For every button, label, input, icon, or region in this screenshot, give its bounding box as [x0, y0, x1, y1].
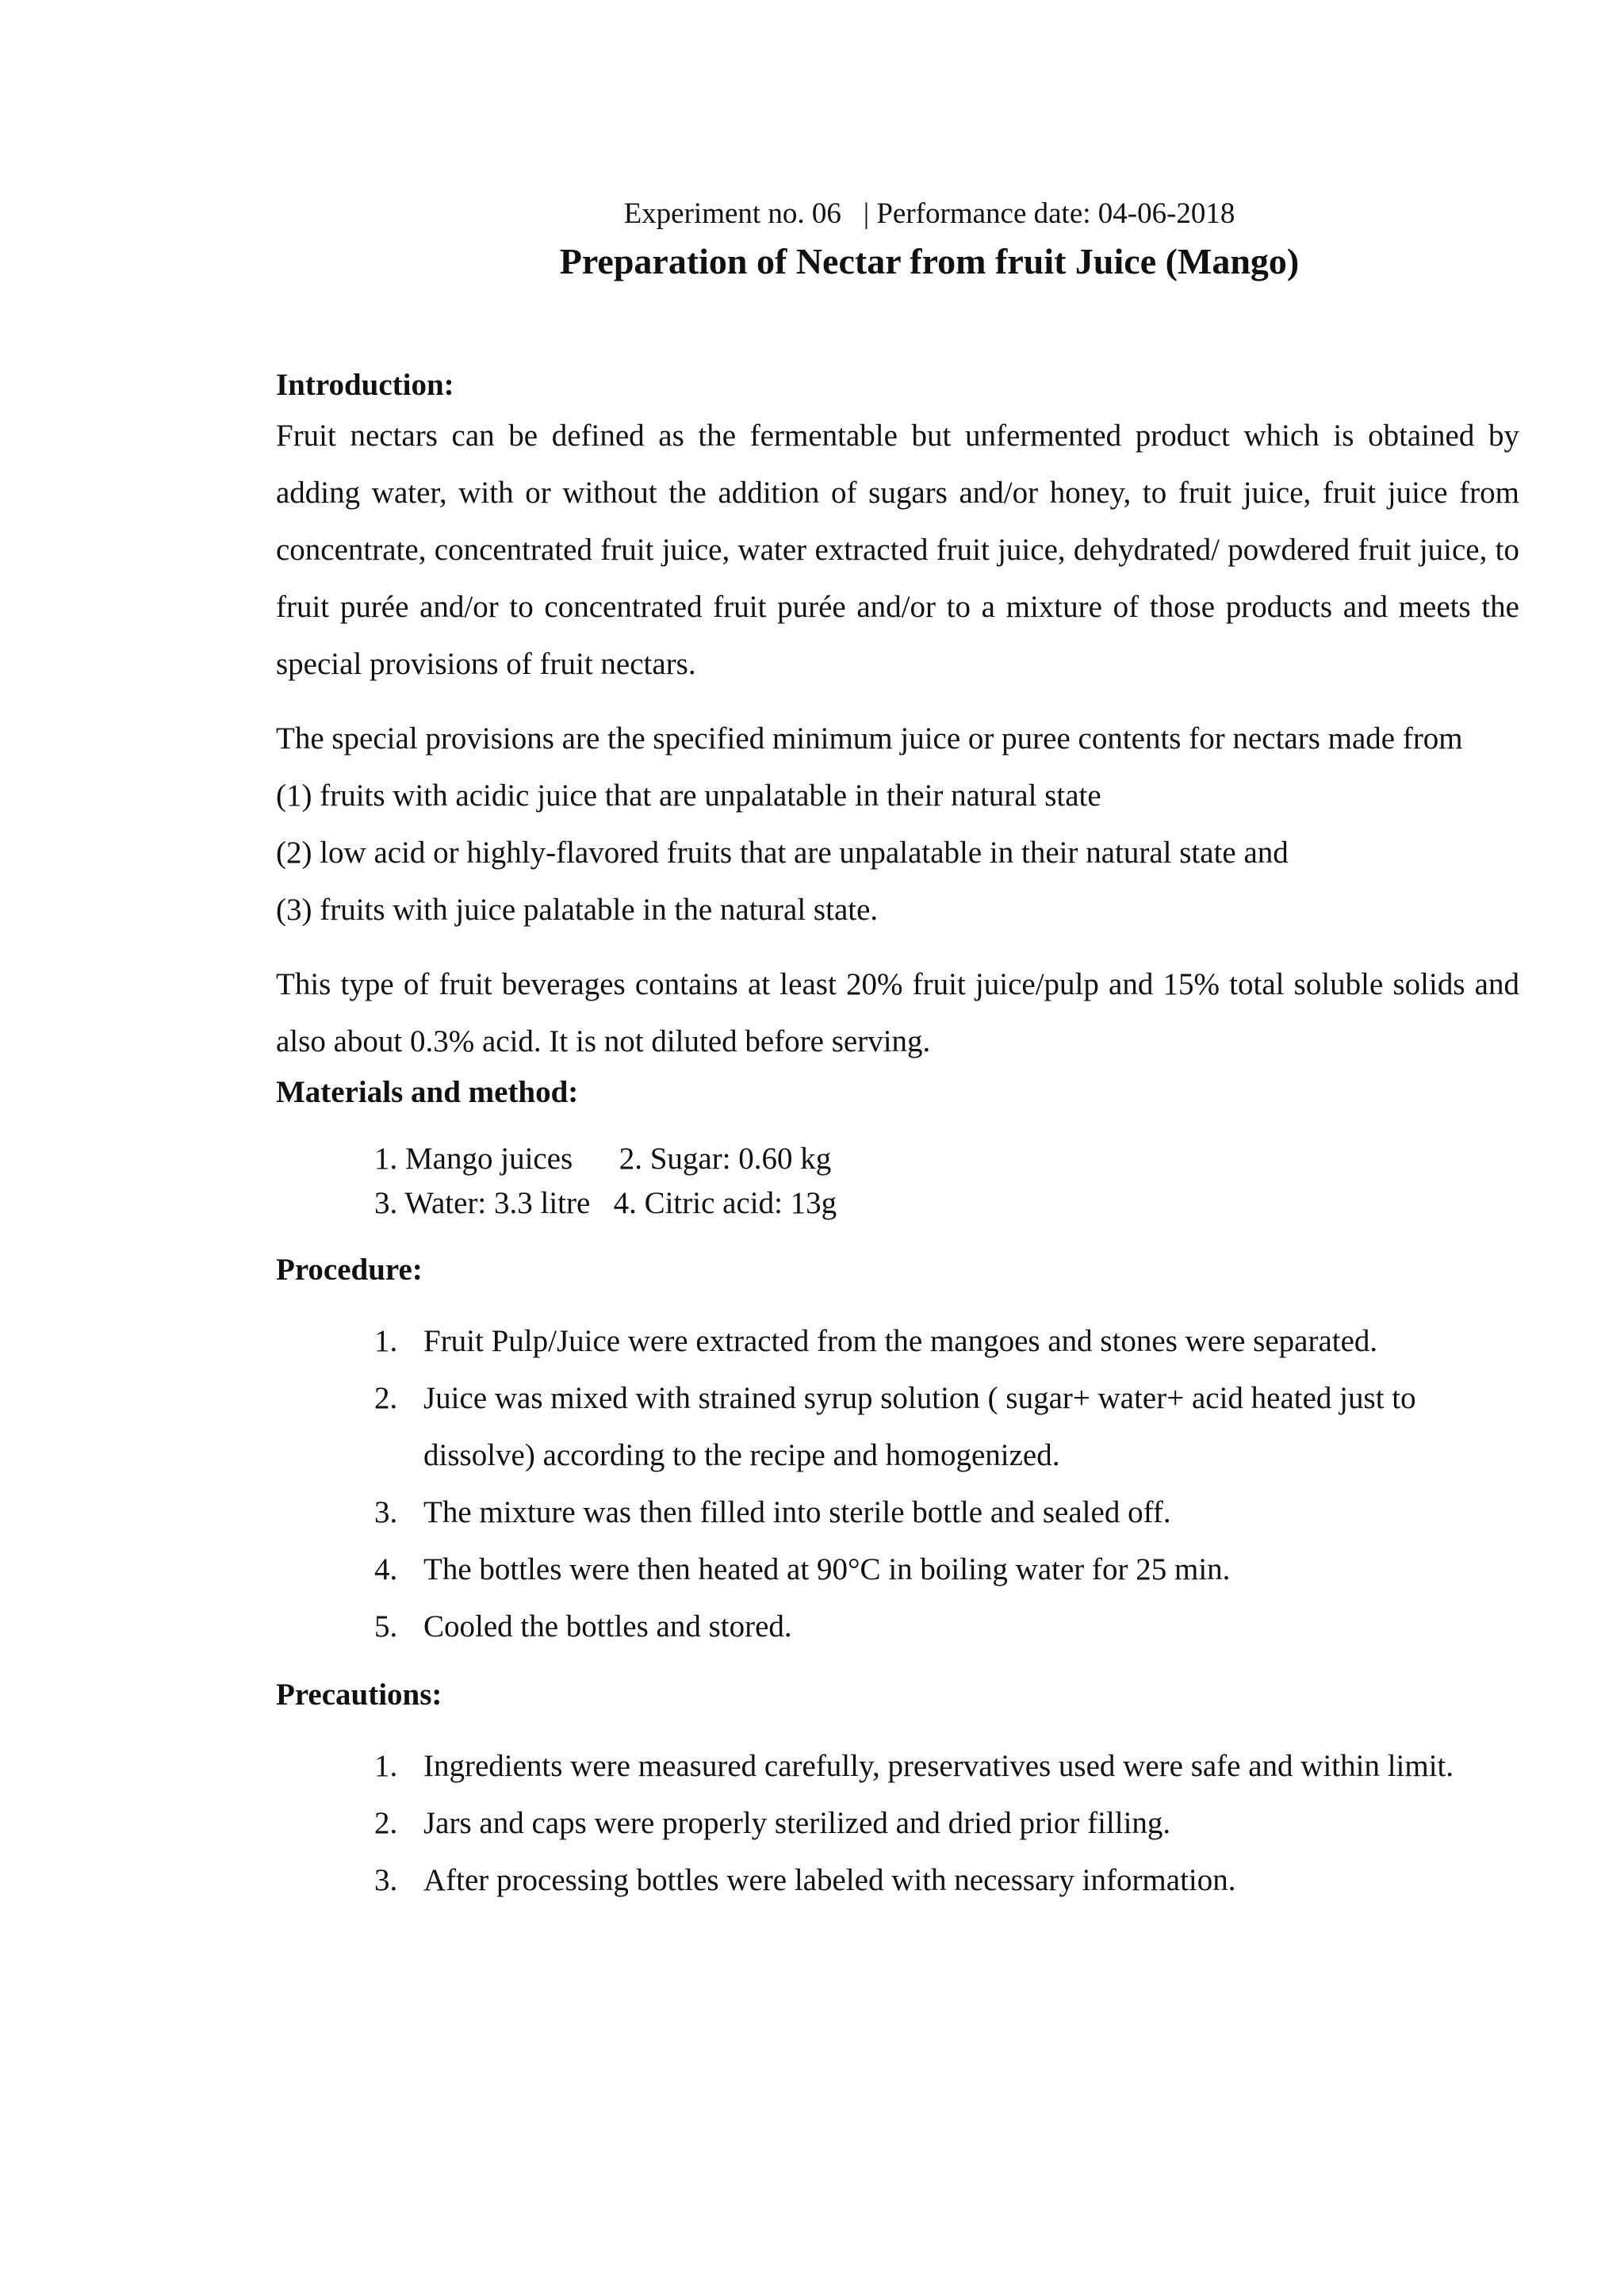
- provision-item: (1) fruits with acidic juice that are unpalatable in their natural state: [276, 779, 1101, 813]
- list-item: 3. The mixture was then filled into sterile bottle and sealed off.: [374, 1495, 1171, 1529]
- provision-item: (2) low acid or highly-flavored fruits that are unpalatable in their natural state and: [276, 836, 1289, 870]
- material-item: 2. Sugar: 0.60 kg: [619, 1142, 832, 1176]
- procedure-list: [374, 1313, 1519, 1655]
- list-item: 4. The bottles were then heated at 90°C in boiling water for 25 min.: [374, 1552, 1231, 1586]
- list-item: 2. Juice was mixed with strained syrup solution ( sugar+ water+ acid heated just to dissolve) according to the recipe and homogenized.: [374, 1381, 1416, 1472]
- list-item: 5. Cooled the bottles and stored.: [374, 1609, 792, 1644]
- introduction-heading: Introduction:: [276, 368, 454, 402]
- introduction-paragraph-3: This type of fruit beverages contains at least 20% fruit juice/pulp and 15% total soluble solids and also about 0.3% acid. It is not diluted before serving.: [276, 967, 1519, 1058]
- material-item: 4. Citric acid: 13g: [613, 1186, 837, 1220]
- materials-row: [374, 1181, 1519, 1226]
- performance-date: Performance date: 04-06-2018: [876, 197, 1235, 230]
- procedure-heading: Procedure:: [276, 1253, 423, 1287]
- introduction-paragraph-1: Fruit nectars can be defined as the fermentable but unfermented product which is obtained by adding water, with or without the addition of sugars and/or honey, to fruit juice, fruit juice from concentrate, concentrated fruit juice, water extracted fruit juice, dehydrated/ powdered fruit juice, to fruit purée and/or to concentrated fruit purée and/or to a mixture of those products and meets the special provisions of fruit nectars.: [276, 419, 1519, 681]
- separator: |: [863, 197, 870, 230]
- materials-list: [374, 1137, 1519, 1226]
- list-item: 1. Ingredients were measured carefully, preservatives used were safe and within limit.: [374, 1749, 1454, 1783]
- materials-heading: Materials and method:: [276, 1075, 579, 1109]
- experiment-info-line: [339, 192, 1519, 236]
- list-item: 2. Jars and caps were properly sterilized and dried prior filling.: [374, 1806, 1171, 1840]
- page-title: Preparation of Nectar from fruit Juice (Mango): [559, 241, 1300, 281]
- precautions-heading: Precautions:: [276, 1678, 442, 1712]
- experiment-number: Experiment no. 06: [623, 197, 841, 230]
- provision-item: (3) fruits with juice palatable in the natural state.: [276, 893, 879, 927]
- introduction-paragraph-2: The special provisions are the specified minimum juice or puree contents for nectars made from: [276, 721, 1463, 756]
- materials-row: [374, 1137, 1519, 1181]
- page-content: [276, 192, 1519, 1909]
- list-item: 1. Fruit Pulp/Juice were extracted from the mangoes and stones were separated.: [374, 1324, 1378, 1358]
- list-item: 3. After processing bottles were labeled with necessary information.: [374, 1863, 1236, 1897]
- material-item: 3. Water: 3.3 litre: [374, 1186, 591, 1220]
- precautions-list: [374, 1738, 1519, 1909]
- material-item: 1. Mango juices: [374, 1142, 573, 1176]
